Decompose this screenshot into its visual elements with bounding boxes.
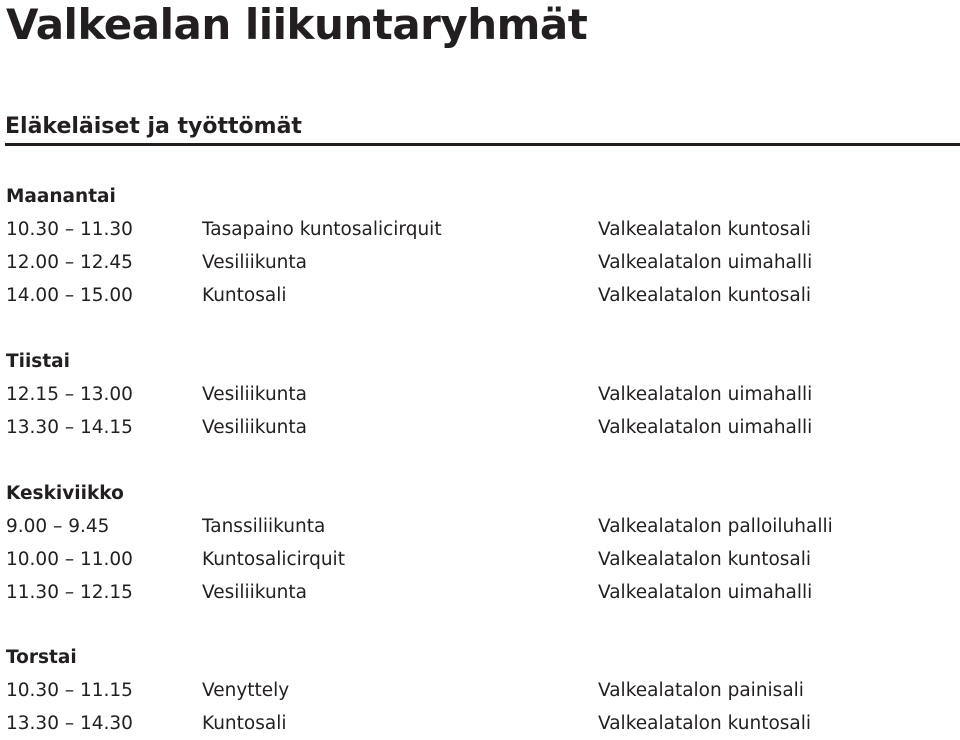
slot-time: 14.00 – 15.00 <box>6 285 133 306</box>
slot-time: 12.15 – 13.00 <box>6 384 133 405</box>
slot-activity: Tasapaino kuntosalicirquit <box>202 219 442 240</box>
schedule-row <box>0 674 960 707</box>
slot-time: 10.30 – 11.15 <box>6 680 133 701</box>
slot-time: 10.00 – 11.00 <box>6 549 133 570</box>
slot-time: 13.30 – 14.30 <box>6 713 133 734</box>
day-name: Tiistai <box>6 351 70 372</box>
slot-time: 10.30 – 11.30 <box>6 219 133 240</box>
slot-activity: Kuntosali <box>202 285 287 306</box>
schedule-row <box>0 576 960 609</box>
slot-location: Valkealatalon kuntosali <box>598 713 812 734</box>
schedule-row <box>0 279 960 312</box>
schedule-row <box>0 246 960 279</box>
slot-activity: Vesiliikunta <box>202 384 307 405</box>
slot-location: Valkealatalon kuntosali <box>598 219 812 240</box>
slot-activity: Venyttely <box>202 680 290 701</box>
schedule-row <box>0 543 960 576</box>
slot-time: 11.30 – 12.15 <box>6 582 133 603</box>
page-title: Valkealan liikuntaryhmät <box>6 0 588 49</box>
slot-time: 13.30 – 14.15 <box>6 417 133 438</box>
day-name: Maanantai <box>6 186 116 207</box>
slot-location: Valkealatalon palloiluhalli <box>598 516 833 537</box>
section-heading: Eläkeläiset ja työttömät <box>5 110 960 146</box>
slot-location: Valkealatalon kuntosali <box>598 285 812 306</box>
slot-location: Valkealatalon painisali <box>598 680 804 701</box>
slot-location: Valkealatalon uimahalli <box>598 582 813 603</box>
slot-activity: Kuntosalicirquit <box>202 549 345 570</box>
slot-time: 12.00 – 12.45 <box>6 252 133 273</box>
slot-location: Valkealatalon kuntosali <box>598 549 812 570</box>
slot-location: Valkealatalon uimahalli <box>598 384 813 405</box>
day-name: Torstai <box>6 647 77 668</box>
slot-activity: Kuntosali <box>202 713 287 734</box>
schedule-row <box>0 510 960 543</box>
schedule-row <box>0 213 960 246</box>
slot-activity: Vesiliikunta <box>202 252 307 273</box>
slot-activity: Tanssiliikunta <box>202 516 326 537</box>
schedule-row <box>0 707 960 740</box>
day-name: Keskiviikko <box>6 483 124 504</box>
slot-activity: Vesiliikunta <box>202 582 307 603</box>
schedule-row <box>0 378 960 411</box>
schedule-row <box>0 411 960 444</box>
slot-activity: Vesiliikunta <box>202 417 307 438</box>
slot-location: Valkealatalon uimahalli <box>598 252 813 273</box>
slot-time: 9.00 – 9.45 <box>6 516 110 537</box>
slot-location: Valkealatalon uimahalli <box>598 417 813 438</box>
